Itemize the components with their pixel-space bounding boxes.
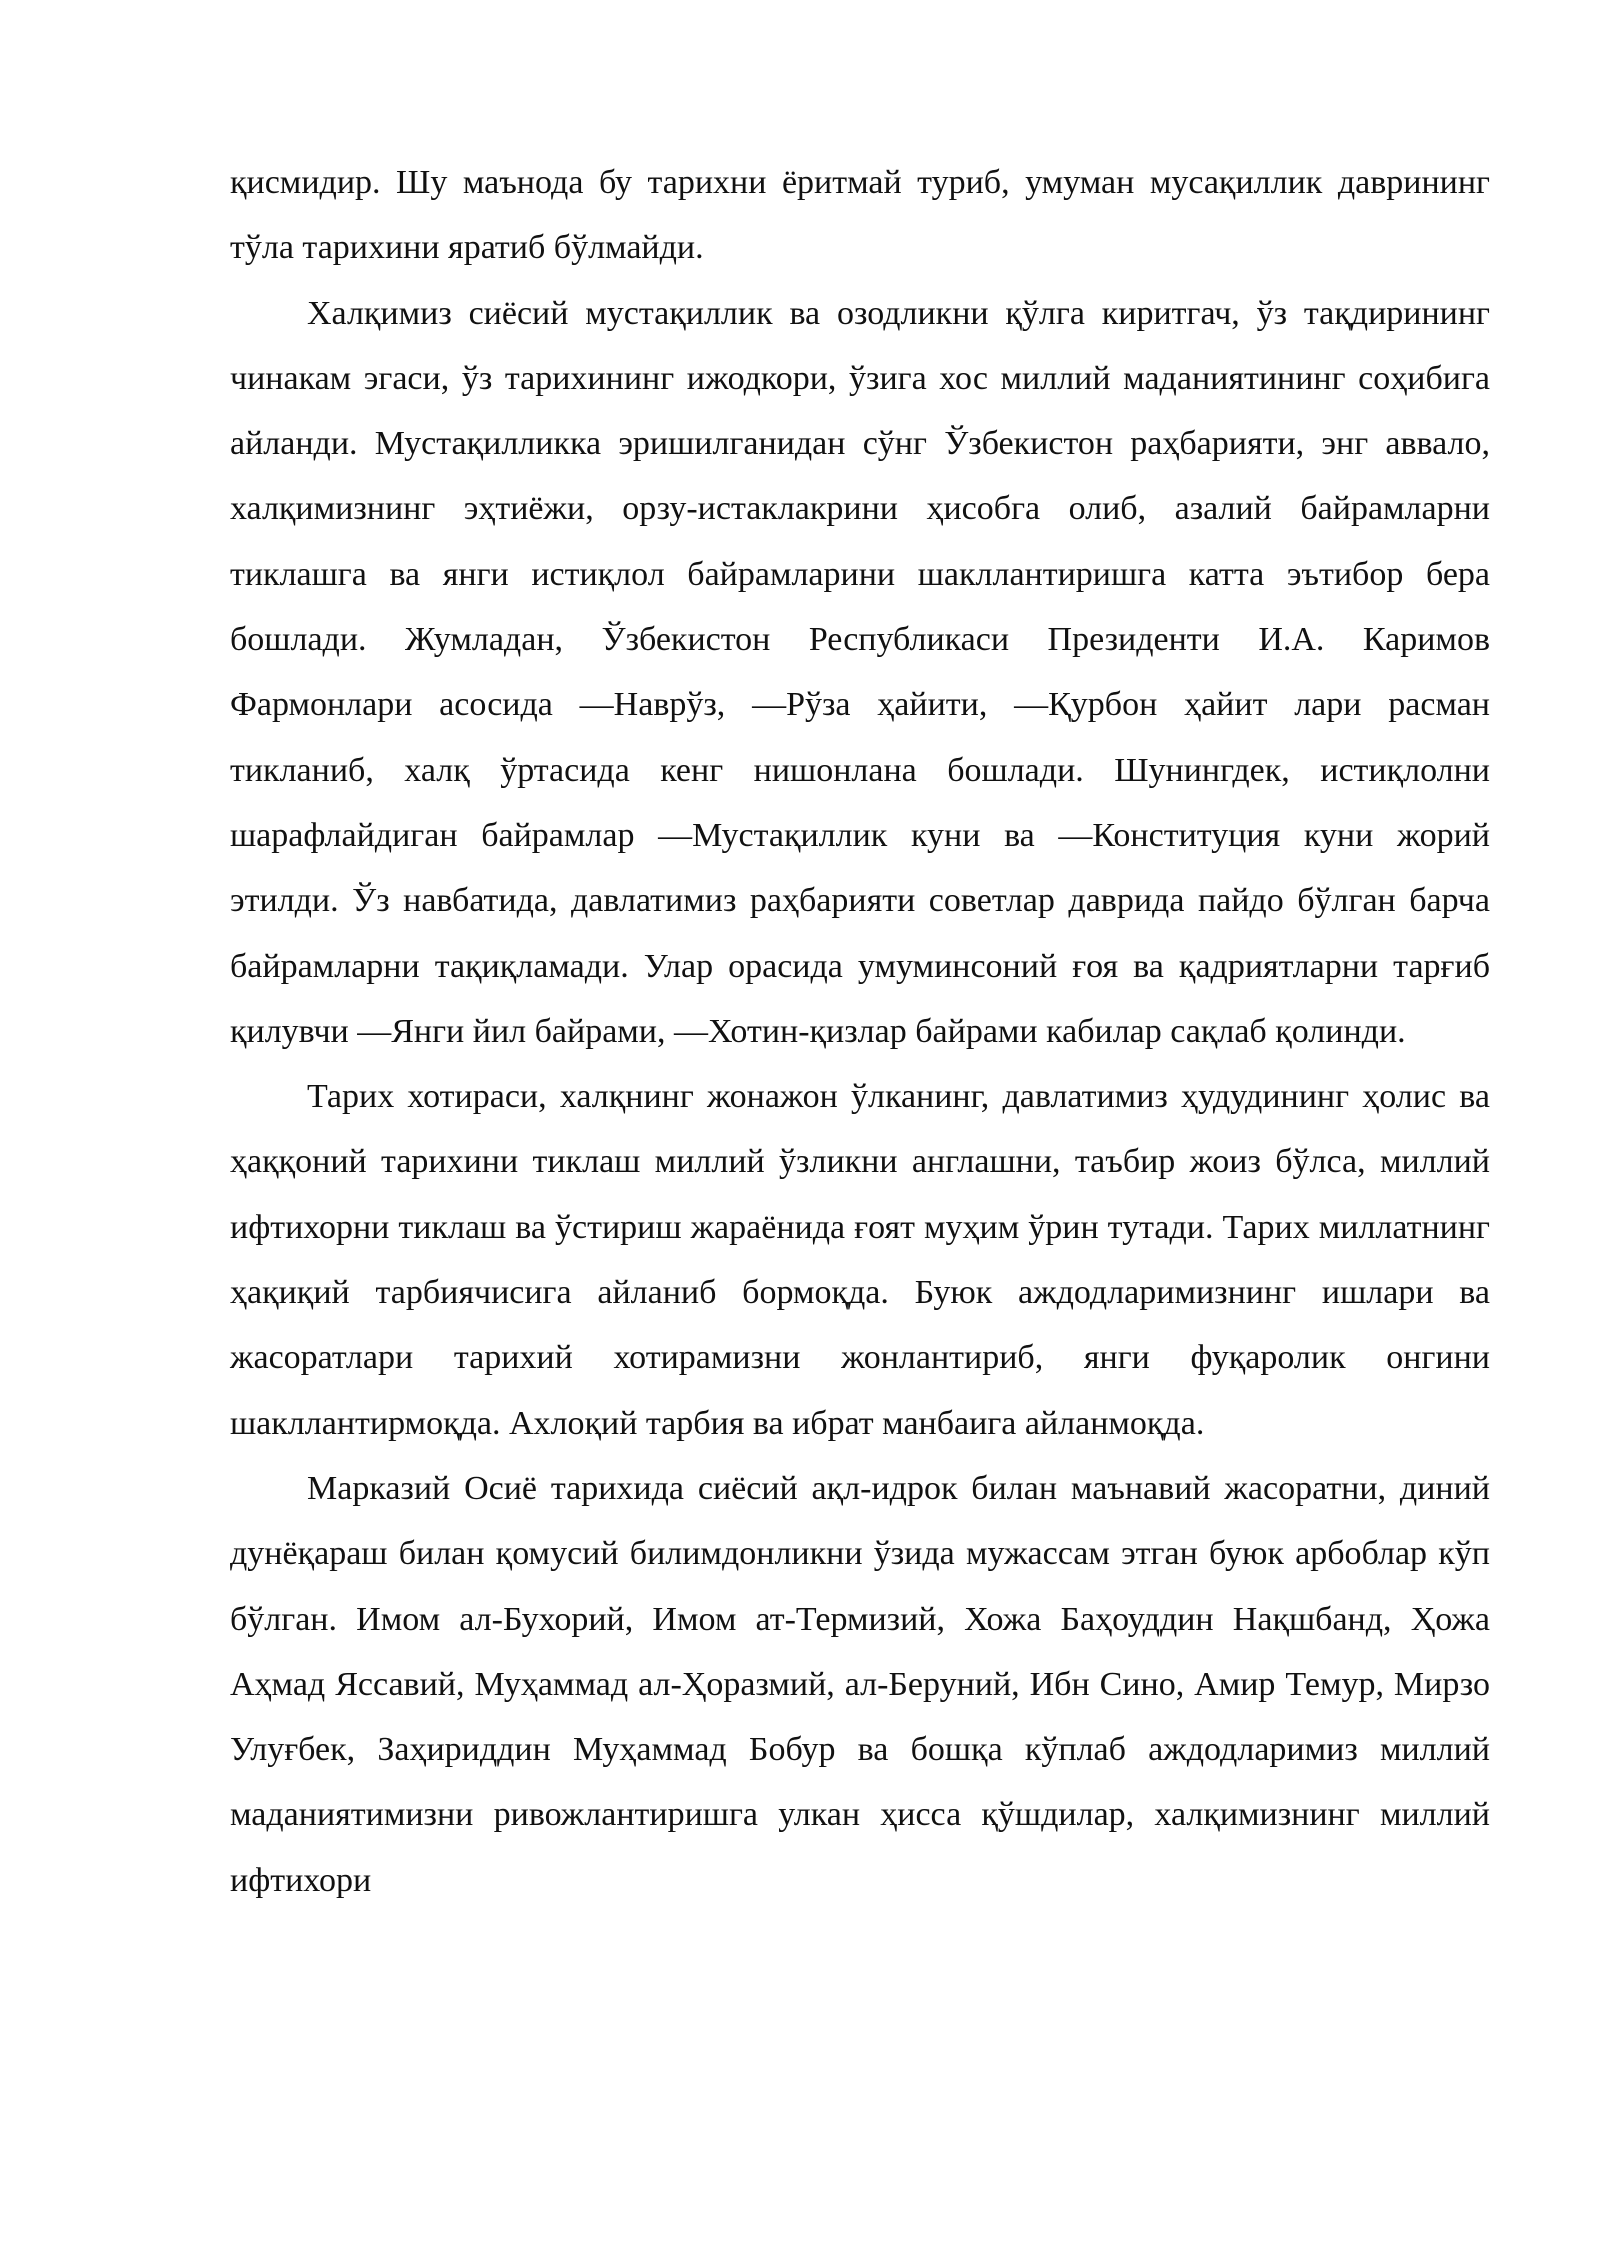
paragraph-continued: қисмидир. Шу маънода бу тарихни ёритмай туриб, умуман мусақиллик даврининг тўла тарихини яратиб бўлмайди. (230, 164, 1490, 267)
paragraph-independence-holidays: Халқимиз сиёсий мустақиллик ва озодликни қўлга киритгач, ўз тақдирининг чинакам эгаси, ўз тарихининг ижодкори, ўзига хос миллий маданиятининг соҳибига айланди. Мустақилликка эришилганидан сўнг Ўзбекистон раҳбарияти, энг аввало, халқимизнинг эҳтиёжи, орзу-истаклакрини ҳисобга олиб, азалий байрамларни тиклашга ва янги истиқлол байрамларини шакллантиришга катта эътибор бера бошлади. Жумладан, Ўзбекистон Республикаси Президенти И.А. Каримов Фармонлари асосида ―Наврўз, ―Рўза ҳайити, ―Қурбон ҳайит лари расман тикланиб, халқ ўртасида кенг нишонлана бошлади. Шунингдек, истиқлолни шарафлайдиган байрамлар ―Мустақиллик куни ва ―Конституция куни жорий этилди. Ўз навбатида, давлатимиз раҳбарияти советлар даврида пайдо бўлган барча байрамларни тақиқламади. Улар орасида умуминсоний ғоя ва қадриятларни тарғиб қилувчи ―Янги йил байрами, ―Хотин-қизлар байрами кабилар сақлаб қолинди. (230, 294, 1490, 1050)
document-page (230, 150, 1490, 1913)
paragraph-historical-memory: Тарих хотираси, халқнинг жонажон ўлканинг, давлатимиз ҳудудининг ҳолис ва ҳаққоний тарихини тиклаш миллий ўзликни англашни, таъбир жоиз бўлса, миллий ифтихорни тиклаш ва ўстириш жараёнида ғоят муҳим ўрин тутади. Тарих миллатнинг ҳақиқий тарбиячисига айланиб бормоқда. Буюк аждодларимизнинг ишлари ва жасоратлари тарихий хотирамизни жонлантириб, янги фуқаролик онгини шакллантирмоқда. Ахлоқий тарбия ва ибрат манбаига айланмоқда. (230, 1078, 1490, 1442)
paragraph-great-ancestors: Марказий Осиё тарихида сиёсий ақл-идрок билан маънавий жасоратни, диний дунёқараш билан қомусий билимдонликни ўзида мужассам этган буюк арбоблар кўп бўлган. Имом ал-Бухорий, Имом ат-Термизий, Хожа Баҳоуддин Нақшбанд, Ҳожа Аҳмад Яссавий, Муҳаммад ал-Ҳоразмий, ал-Беруний, Ибн Сино, Амир Темур, Мирзо Улуғбек, Заҳириддин Муҳаммад Бобур ва бошқа кўплаб аждодларимиз миллий маданиятимизни ривожлантиришга улкан ҳисса қўшдилар, халқимизнинг миллий ифтихори (230, 1469, 1490, 1899)
